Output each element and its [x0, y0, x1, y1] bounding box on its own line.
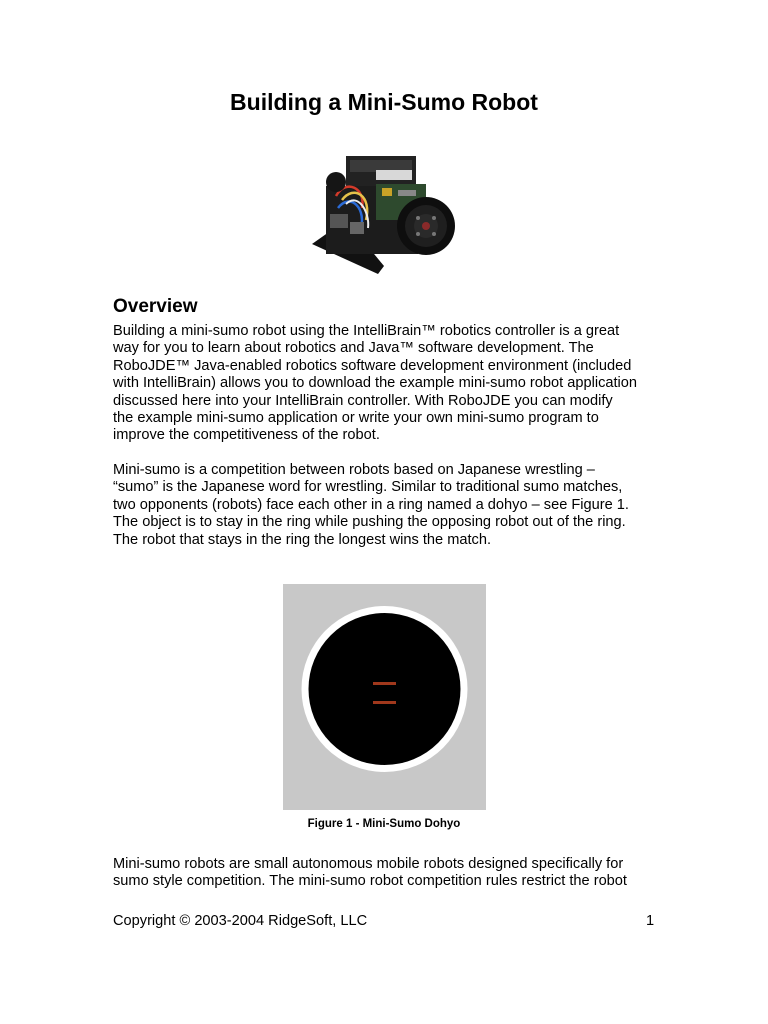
dohyo-ring: [309, 613, 461, 765]
dohyo-figure: [283, 584, 486, 810]
paragraph-line: The object is to stay in the ring while pushing the opposing robot out of the ring.: [113, 514, 626, 531]
paragraph-line: discussed here into your IntelliBrain controller. With RoboJDE you can modify: [113, 392, 613, 409]
paragraph-line: two opponents (robots) face each other in a ring named a dohyo – see Figure 1.: [113, 496, 629, 513]
start-line-bottom: [373, 701, 396, 704]
copyright-footer: Copyright © 2003-2004 RidgeSoft, LLC: [113, 913, 368, 929]
paragraph-line: way for you to learn about robotics and Java™ software development. The: [113, 340, 594, 357]
paragraph-line: The robot that stays in the ring the longest wins the match.: [113, 531, 492, 548]
paragraph-line: Mini-sumo robots are small autonomous mobile robots designed specifically for: [113, 856, 624, 872]
paragraph-line: “sumo” is the Japanese word for wrestling. Similar to traditional sumo matches,: [113, 479, 623, 496]
document-title: Building a Mini-Sumo Robot: [230, 89, 538, 115]
paragraph-line: with IntelliBrain) allows you to download the example mini-sumo robot application: [113, 375, 638, 392]
paragraph-line: Mini-sumo is a competition between robots based on Japanese wrestling –: [113, 462, 595, 478]
figure-caption: Figure 1 - Mini-Sumo Dohyo: [307, 818, 461, 830]
paragraph-line: the example mini-sumo application or write your own mini-sumo program to: [113, 410, 599, 427]
robot-photo: [306, 148, 462, 278]
start-line-top: [373, 682, 396, 685]
paragraph-line: RoboJDE™ Java-enabled robotics software development environment (included: [113, 357, 632, 374]
overview-paragraph-2: [113, 462, 663, 549]
paragraph-line: sumo style competition. The mini-sumo robot competition rules restrict the robot: [113, 873, 627, 890]
overview-heading: Overview: [113, 296, 198, 317]
overview-paragraph-1: [113, 323, 663, 445]
paragraph-line: improve the competitiveness of the robot.: [113, 427, 380, 444]
overview-paragraph-3: [113, 856, 663, 891]
page-number: 1: [646, 913, 655, 929]
paragraph-line: Building a mini-sumo robot using the IntelliBrain™ robotics controller is a great: [113, 323, 620, 339]
